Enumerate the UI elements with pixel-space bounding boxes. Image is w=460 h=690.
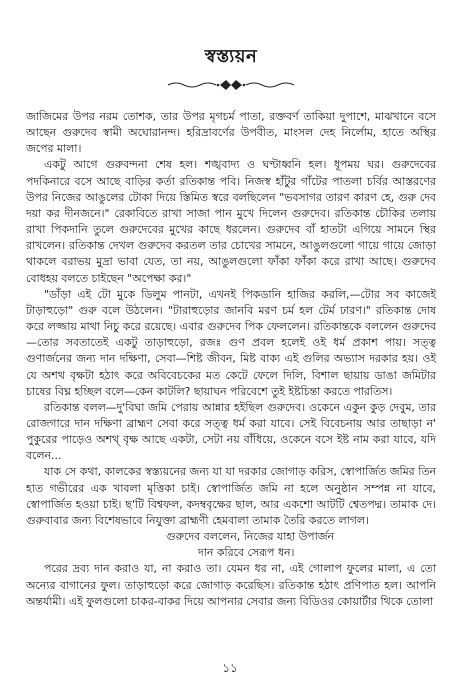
verse-line: গুরুদেব বললেন, নিজের যাহা উপার্জন [166, 530, 334, 544]
paragraph: পরের দ্রব্য দান করাও যা, না করাও তা। যেমন ধর না, এই গোলাপ ফুলের মালা, এ তো অন্যের বাগানের ফুল। তাড়াহুড়ো করে জোগাড় করেছিস। রতিকান্ত হঠাৎ প্রণিপাত হল। আপনি অন্তর্যামী। এই ফুলগুলো চাকর-বাকর দিয়ে আপনার সেবার জন্য বিডিওর কোয়ার্টার থিকে তোলা [26, 562, 436, 608]
title-ornament [166, 79, 296, 91]
paragraph: "ডাঁড়া এই টো মুকে ডিলুম পানটা, এখনই পিকডানি হাজির করলি,—টোর সব কাজেই টাড়াহুড়ো" গুরু বলে উঠলেন। "টারাহুড়োর জানবি মরণ চর্ম হল টের্ম ঢারণ।" রতিকান্ত দোষ করে লজ্জায় মাথা নিচু করে রয়েছে। এবার গুরুদেব পিক ফেললেন। রতিকান্তকে বললেন গুরুদেব—তোর সবতাতেই একটু তাড়াহুড়ো, রজঃ গুণ প্রবল হলেই ওই ধর্ম প্রকাশ পায়। সত্ত্ব গুণার্জনের জন্য দান দক্ষিণা, সেবা—শিষ্ট জীবন, মিষ্ট বাক্য এই গুলির অভ্যাস দরকার হয়। ওই যে অশথ বৃক্ষটা হঠাৎ করে অবিবেচকের মত কেটে ফেলে দিলি, বিশাল ছায়ায় ডাঙা জমিটার চাষের বিঘ্ন হচ্ছিল বলে—কেন কাটলি? ছায়াঘন পরিবেশে তুই ইষ্টচিন্তা করতে পারতিস। [26, 287, 436, 398]
paragraph: যাক সে কথা, কালকের স্বস্ত্যয়নের জন্য যা যা দরকার জোগাড় করিস, স্বোপার্জিত জমির তিন হাত গভীরের এক খাবলা মৃত্তিকা চাই। স্বোপার্জিত জমি না হলে অনুষ্ঠান সম্পন্ন না যাবে, স্বোপার্জিত হওয়া চাই। ছ'টি বিশ্বফল, কদম্ববৃক্ষের ছাল, আর একশো আটটি শ্বেতপদ্ম। তামাক দে। গুরুবাবার জন্য বিশেষভাবে নিযুক্তা ব্রাহ্মণী হেমবালা তামাক তৈরি করতে লাগল। [26, 465, 436, 527]
page-number: ১১ [222, 661, 238, 675]
paragraph: রতিকান্ত বলল—দু'বিঘা জমি পেরায় আন্নার হইছিল গুরুদেব। ওকেনে একুন কুড় দেবুম, তার রোজগারে দান দক্ষিণা ব্রাহ্মণ সেবা করে সত্ত্ব ধর্ম করা যাবে। সেই বিবেচনায় আর তাছাড়া ন' পুকুরের পাড়েও অশথ্ বৃক্ষ আছে একটা, সেটা নয় বাঁধিয়ে, ওকেনে বসে ইষ্ট নাম করা যাবে, যদি বলেন... [26, 400, 436, 463]
document-body [26, 109, 436, 610]
paragraph: জাজিমের উপর নরম তোশক, তার উপর মৃগচর্ম পাতা, রক্তবর্ণ তাকিয়া দুপাশে, মাঝখানে বসে আছেন গুরুদেব স্বামী অঘোরানন্দ। হরিদ্রাবর্ণের উপবীত, মাংসল দেহ নির্লোম, হাতে অস্থির জপের মালা। [26, 110, 436, 156]
verse-line: দান করিবে সেরূপ ধন। [198, 546, 295, 560]
chapter-title: স্বস্ত্যয়ন [204, 46, 258, 67]
paragraph: একটু আগে গুরুবন্দনা শেষ হল। শঙ্খবাদ্য ও ঘণ্টাধ্বনি হল। ধূপময় ঘর। গুরুদেবের পদকিনারে বসে আছে বাড়ির কর্তা রতিকান্ত পবি। নিজস্ব হাঁটুর গাঁটের পাতলা চর্বির আস্তরণের উপর নিজের আঙুলের টোকা দিয়ে স্তিমিত স্বরে বলছিলেন "ভবসাগর তারণ কারণ হে, গুরু দেব দয়া কর দীনজনে।" রেকাবিতে রাখা সাজা পান মুখে দিলেন গুরুদেব। রতিকান্ত চৌকির তলায় রাখা পিকদানি তুলে গুরুদেবের মুখের কাছে ধরলেন। গুরুদেব বাঁ হাতটা এগিয়ে সামনে স্থির রাখলেন। রতিকান্ত দেখল গুরুদেব করতল তার চোখের সামনে, আঙুলগুলো গায়ে গায়ে জোড়া থাকলে বরাভয় মুদ্রা ভাবা যেত, তা নয়, আঙুলগুলো ফাঁকা ফাঁকা করে রাখা আছে। গুরুদেব বোধহয় বলতে চাইছেন "অপেক্ষা কর।" [26, 158, 436, 285]
